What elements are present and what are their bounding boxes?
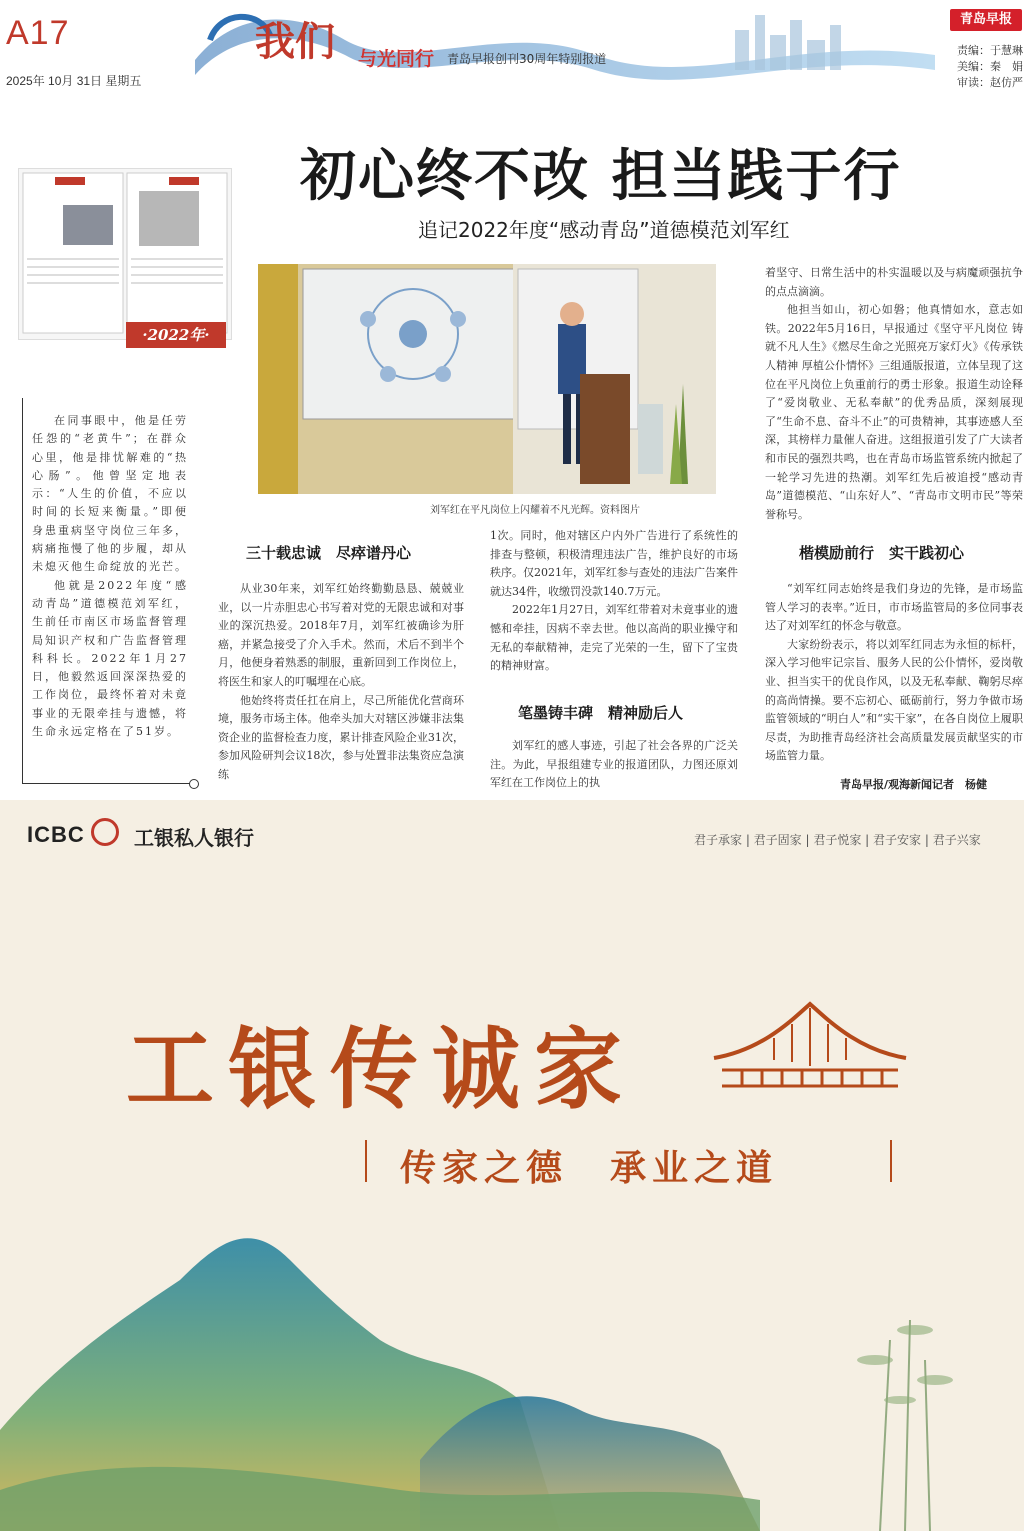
text-column-4 <box>765 264 1023 524</box>
article-headline: 初心终不改 担当践于行 <box>300 144 902 209</box>
text-column-3 <box>490 527 738 676</box>
icbc-brand-en: ICBC <box>27 822 85 847</box>
credit-editor: 责编：于慧琳 <box>957 44 1023 57</box>
body-paragraph: 1次。同时，他对辖区户内外广告进行了系统性的排查与整顿，积极清理违法广告，维护良好的市场秩序。仅2021年，刘军红参与查处的违法广告案件就达34件，收缴罚没款140.7万元。 <box>490 529 738 598</box>
body-paragraph: 着坚守、日常生活中的朴实温暖以及与病魔顽强抗争的点点滴滴。 <box>765 266 1023 298</box>
text-column-4b <box>765 580 1023 766</box>
text-column-3b <box>490 737 738 793</box>
body-paragraph: 从业30年来，刘军红始终勤勤恳恳、兢兢业业，以一片赤胆忠心书写着对党的无限忠诚和对事业的深沉热爱。2018年7月，刘军红被确诊为肝癌，并紧急接受了介入手术。然而，术后不到半个月，他便身着熟悉的制服，重新回到工作岗位上，将医生和家人的叮嘱埋在心底。 <box>218 582 464 688</box>
intro-column <box>32 412 188 741</box>
banner-subtitle: 青岛早报创刊30周年特别报道 <box>447 52 607 66</box>
article-photo <box>258 264 716 494</box>
left-box-bottom-rule <box>22 783 194 784</box>
credit-designer: 美编：秦 娟 <box>957 60 1023 73</box>
left-box-ornament <box>189 779 199 789</box>
intro-paragraph: 他就是2022年度“感动青岛”道德模范刘军红，生前任市南区市场监督管理局知识产权和广告监督管理科科长。2022年1月27日，他毅然返回深深热爱的工作岗位，最终怀着对未竟事业的无限牵挂与遗憾，将生命永远定格在了51岁。 <box>32 578 188 739</box>
ad-subtitle: 传家之德 承业之道 <box>400 1147 779 1189</box>
section-title-2: 笔墨铸丰碑 精神励后人 <box>518 704 684 722</box>
page-number: A17 <box>6 14 70 52</box>
section-title-3: 楷模励前行 实干践初心 <box>799 544 965 562</box>
section-title-1: 三十载忠诚 尽瘁谱丹心 <box>246 544 412 562</box>
subtitle-left-bar <box>365 1140 367 1182</box>
ad-tagline: 君子承家 | 君子固家 | 君子悦家 | 君子安家 | 君子兴家 <box>694 833 981 847</box>
body-paragraph: 刘军红的感人事迹，引起了社会各界的广泛关注。为此，早报组建专业的报道团队，力图还原刘军红在工作岗位上的执 <box>490 739 738 790</box>
body-paragraph: 2022年1月27日，刘军红带着对未竟事业的遗憾和牵挂，因病不幸去世。他以高尚的职业操守和无私的奉献精神，走完了光荣的一生，留下了宝贵的精神财富。 <box>490 603 738 673</box>
intro-paragraph: 在同事眼中，他是任劳任怨的“老黄牛”；在群众心里，他是排忧解难的“热心肠”。他曾坚定地表示：“人生的价值，不应以时间的长短来衡量。”即便身患重病坚守岗位三年多，病痛拖慢了他的步履，却从未熄灭他生命绽放的光芒。 <box>32 414 188 574</box>
banner-title: 与光同行 <box>358 48 435 70</box>
body-paragraph: 他担当如山，初心如磐；他真情如水，意志如铁。2022年5月16日，早报通过《坚守平凡岗位 铸就不凡人生》《燃尽生命之光照亮万家灯火》《传承铁人精神 厚植公仆情怀》三组通版报道，立体呈现了这位在平凡岗位上负重前行的勇士形象。报道生动诠释了“爱岗敬业、无私奉献”的优秀品质，深刻展现了“生命不息、奋斗不止”的可贵精神，其事迹感人至深，其榜样力量催人奋进。这组报道引发了广大读者和市民的强烈共鸣，也在青岛市场监管系统内掀起了一轮学习先进的热潮。刘军红先后被追授“感动青岛”道德模范、“山东好人”、“青岛市文明市民”等荣誉称号。 <box>765 303 1023 521</box>
page-thumbnail <box>18 168 232 340</box>
photo-caption: 刘军红在平凡岗位上闪耀着不凡光辉。资料图片 <box>430 505 640 516</box>
body-paragraph: 大家纷纷表示，将以刘军红同志为永恒的标杆，深入学习他牢记宗旨、服务人民的公仆情怀，爱岗敬业、担当实干的优良作风，以及无私奉献、鞠躬尽瘁的高尚情操。要不忘初心、砥砺前行，努力争做市场监管领域的“明白人”和“实干家”，在各自岗位上履职尽责，为助推青岛经济社会高质量发展贡献坚实的市场监管力量。 <box>765 637 1023 763</box>
left-box-rule <box>22 398 23 784</box>
text-column-2 <box>218 580 464 785</box>
body-paragraph: 他始终将责任扛在肩上，尽己所能优化营商环境，服务市场主体。他牵头加大对辖区涉嫌非法集资企业的监督检查力度，累计排查风险企业31次，参加风险研判会议18次，参与处置非法集资应急演练 <box>218 693 464 781</box>
byline: 青岛早报/观海新闻记者 杨健 <box>840 778 988 791</box>
landscape-painting <box>0 1200 1024 1531</box>
article-subheadline: 追记2022年度“感动青岛”道德模范刘军红 <box>418 218 790 242</box>
icbc-brand-cn: 工银私人银行 <box>134 826 254 850</box>
pavilion-roof-icon <box>712 1000 908 1092</box>
paper-logo: 青岛早报 <box>950 9 1022 31</box>
ad-title: 工银传诚家 <box>126 1017 637 1121</box>
year-badge: ·2022年· <box>126 322 226 348</box>
issue-date: 2025年 10月 31日 星期五 <box>6 74 142 88</box>
icbc-emblem-icon <box>91 818 119 846</box>
credit-proofreader: 审读：赵仿严 <box>957 76 1023 89</box>
subtitle-right-bar <box>890 1140 892 1182</box>
body-paragraph: “刘军红同志始终是我们身边的先锋，是市场监管人学习的表率。”近日，市市场监管局的多位同事表达了对刘军红的怀念与敬意。 <box>765 582 1023 633</box>
svg-text:我们: 我们 <box>255 18 335 65</box>
